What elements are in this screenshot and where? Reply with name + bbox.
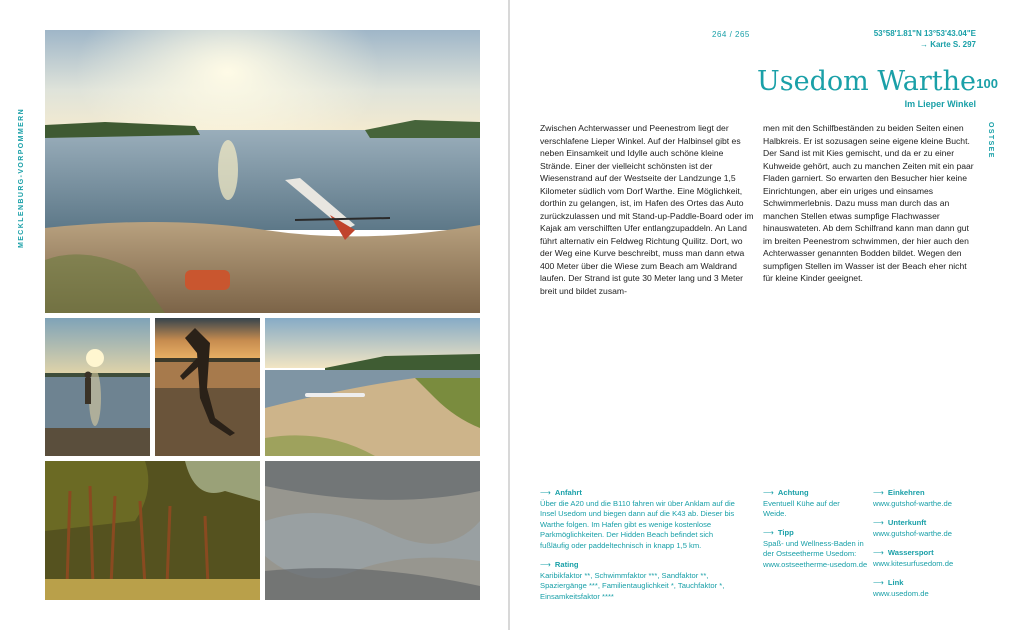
coordinates-block bbox=[874, 28, 976, 50]
rating-text: Karibikfaktor **, Schwimmfaktor ***, Sandfaktor **, Spaziergänge ***, Familientauglichkeit *, Tauchfaktor *, Einsamkeitsfaktor **** bbox=[540, 570, 725, 601]
info-link: ⟶ Link www.usedom.de bbox=[873, 578, 983, 599]
achtung-heading: Achtung bbox=[777, 488, 809, 497]
anfahrt-heading: Anfahrt bbox=[554, 488, 582, 497]
body-text-column-1: Zwischen Achterwasser und Peenestrom liegt der verschlafene Lieper Winkel. Auf der Halbinsel gibt es neben Einsamkeit und Idylle auch schöne kleine Strände. Einer der vielleicht schönsten ist der Wiesenstrand auf der Westseite der Landzunge 1,5 Kilometer südlich vom Dorf Warthe. Eine Möglichkeit, dorthin zu gelangen, ist, im Hafen des Ortes das Auto zurückzulassen und mit Stand-up-Paddle-Board oder im Kajak am verschilften Ufer entlangzupaddeln. An Land führt alternativ ein Feldweg Richtung Quilitz. Dort, wo der Weg eine Kurve beschreibt, muss man dann etwa 400 Meter über die Wiese zum Beach am Waldrand laufen. Der Strand ist gute 30 Meter lang und 3 Meter breit und bildet zusam- bbox=[540, 123, 754, 296]
page-subtitle: Im Lieper Winkel bbox=[904, 99, 976, 109]
tipp-heading: Tipp bbox=[777, 528, 794, 537]
map-reference: → Karte S. 297 bbox=[919, 40, 976, 49]
photo-beach-reeds bbox=[265, 318, 480, 456]
page-title: Usedom Warthe bbox=[757, 66, 976, 97]
main-photo-lake-kayak bbox=[45, 30, 480, 313]
photo-forest-pines bbox=[45, 461, 260, 600]
page-numbers: 264 / 265 bbox=[712, 30, 750, 39]
info-einkehren: ⟶ Einkehren www.gutshof-warthe.de bbox=[873, 488, 983, 509]
rating-heading: Rating bbox=[554, 560, 579, 569]
info-rating: ⟶ Rating Karibikfaktor **, Schwimmfaktor ***, Sandfaktor **, Spaziergänge ***, Familientauglichkeit *, Tauchfaktor *, Einsamkeitsfaktor **** bbox=[540, 560, 740, 602]
unterkunft-heading: Unterkunft bbox=[887, 518, 927, 527]
anfahrt-text: Über die A20 und die B110 fahren wir über Anklam auf die Insel Usedom und biegen dann auf die K43 ab. Dieser bis Warthe folgen. Im Hafen gibt es wenige kostenlose Parkmöglichkeiten. Der Hidden Beach befindet sich fußläufig oder paddeltechnisch in knapp 1,5 km. bbox=[540, 498, 735, 550]
photo-driftwood bbox=[155, 318, 260, 456]
region-label-left: MECKLENBURG-VORPOMMERN bbox=[18, 107, 25, 248]
info-wassersport: ⟶ Wassersport www.kitesurfusedom.de bbox=[873, 548, 983, 569]
body-text-column-2: men mit den Schilfbeständen zu beiden Seiten einen Halbkreis. Er ist sozusagen seine eigene kleine Bucht. Der Sand ist mit Kies gemischt, und da er zu einer Kuhweide gehört, auch zu manchen Zeiten mit ein paar Fladen garniert. So erwarten den Besucher hier keine Einrichtungen, aber ein uriges und einsames Schwimmerlebnis. Dazu muss man durch das an manchen Stellen etwas sumpfige Flachwasser hinauswateten. Ab dem Schilfrand kann man dann gut im breiten Peenestrom schwimmen, der hier auch den Achterwasser genannten Bodden bildet. Wegen den sumpfigen Stellen im Wasser ist der Beach eher nicht für kleine Kinder geeignet. bbox=[763, 123, 974, 283]
info-tipp: ⟶ Tipp Spaß- und Wellness-Baden in der Ostseetherme Usedom: www.ostseetherme-usedom.de bbox=[763, 528, 868, 569]
einkehren-link[interactable]: www.gutshof-warthe.de bbox=[873, 498, 952, 508]
gps-coordinates: 53°58'1.81"N 13°53'43.04"E bbox=[873, 29, 976, 38]
photo-pebbles bbox=[265, 461, 480, 600]
wassersport-heading: Wassersport bbox=[887, 548, 934, 557]
info-unterkunft: ⟶ Unterkunft www.gutshof-warthe.de bbox=[873, 518, 983, 539]
einkehren-heading: Einkehren bbox=[887, 488, 925, 497]
info-anfahrt: ⟶ Anfahrt Über die A20 und die B110 fahren wir über Anklam auf die Insel Usedom und biegen dann auf die K43 ab. Dieser bis Warthe folgen. Im Hafen gibt es wenige kostenlose Parkmöglichkeiten. Der Hidden Beach befindet sich fußläufig oder paddeltechnisch in knapp 1,5 km. bbox=[540, 488, 740, 551]
wassersport-link[interactable]: www.kitesurfusedom.de bbox=[873, 558, 954, 568]
achtung-text: Eventuell Kühe auf der Weide. bbox=[763, 498, 840, 518]
link-heading: Link bbox=[887, 578, 904, 587]
website-link[interactable]: www.usedom.de bbox=[873, 588, 929, 598]
photo-person-sunset bbox=[45, 318, 150, 456]
right-page bbox=[510, 0, 1020, 630]
beach-number: 100 bbox=[976, 76, 998, 91]
left-page bbox=[0, 0, 508, 630]
tipp-text: Spaß- und Wellness-Baden in der Ostseetherme Usedom: www.ostseetherme-usedom.de bbox=[763, 538, 868, 569]
region-label-right: OSTSEE bbox=[987, 122, 994, 159]
info-achtung: ⟶ Achtung Eventuell Kühe auf der Weide. bbox=[763, 488, 863, 520]
unterkunft-link[interactable]: www.gutshof-warthe.de bbox=[873, 528, 952, 538]
